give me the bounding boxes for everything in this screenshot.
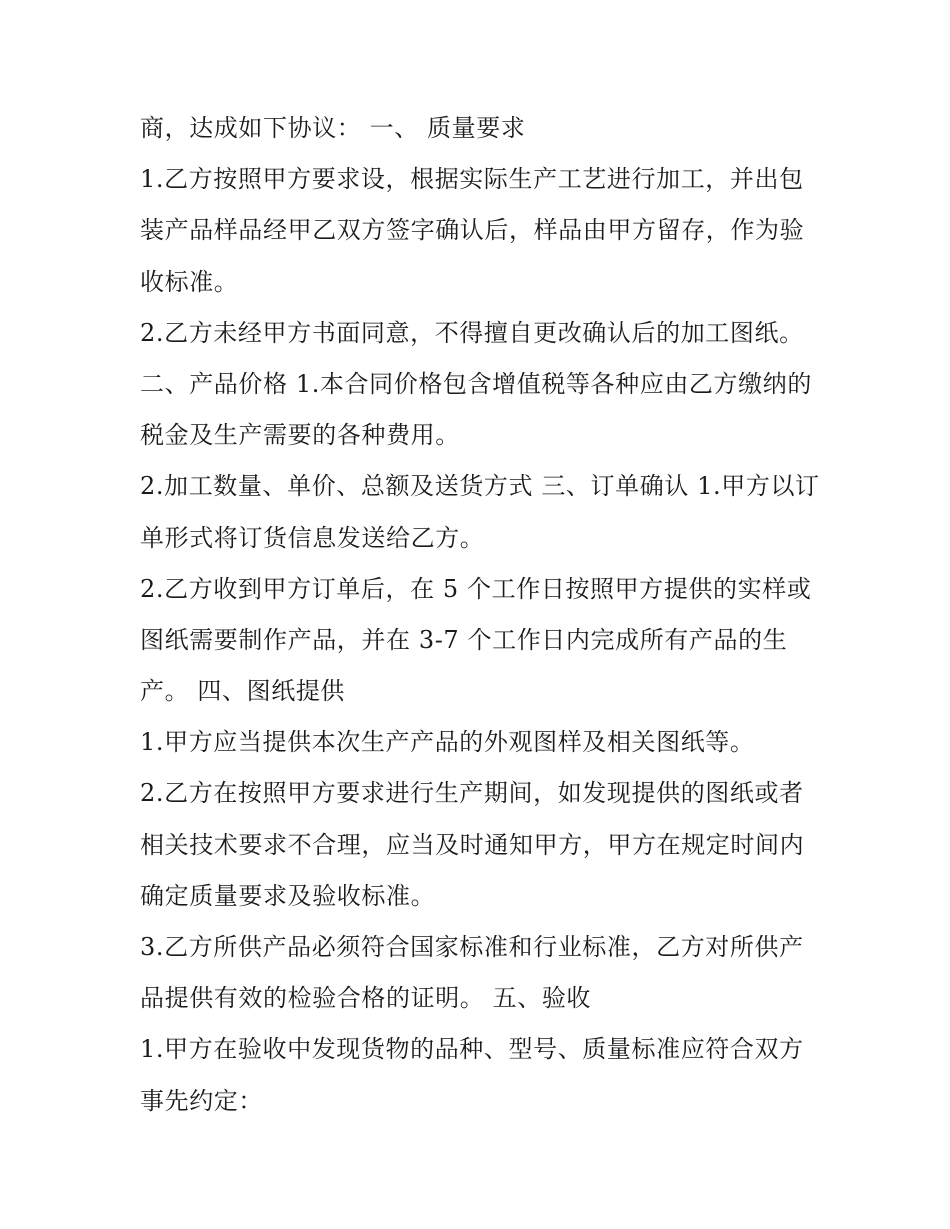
text-line: 税金及生产需要的各种费用。 — [140, 421, 460, 450]
text-line: 单形式将订货信息发送给乙方。 — [140, 523, 485, 552]
text-line: 装产品样品经甲乙双方签字确认后，样品由甲方留存，作为验 — [140, 216, 805, 245]
text-line: 确定质量要求及验收标准。 — [140, 881, 436, 910]
text-line: 收标准。 — [140, 267, 239, 296]
text-line: 2.乙方未经甲方书面同意，不得擅自更改确认后的加工图纸。 — [140, 318, 804, 347]
text-line: 2.乙方在按照甲方要求进行生产期间，如发现提供的图纸或者 — [140, 779, 804, 808]
text-line: 3.乙方所供产品必须符合国家标准和行业标准，乙方对所供产 — [140, 933, 804, 961]
text-line: 图纸需要制作产品，并在 3-7 个工作日内完成所有产品的生 — [140, 625, 788, 654]
contract-body-text — [140, 103, 830, 1127]
text-line: 商，达成如下协议： 一、 质量要求 — [140, 114, 526, 142]
text-line: 相关技术要求不合理，应当及时通知甲方，甲方在规定时间内 — [140, 830, 805, 859]
text-line: 品提供有效的检验合格的证明。 五、验收 — [140, 984, 592, 1013]
text-line: 1.甲方在验收中发现货物的品种、型号、质量标准应符合双方 — [140, 1035, 804, 1064]
text-line: 2.乙方收到甲方订单后，在 5 个工作日按照甲方提供的实样或 — [140, 574, 812, 603]
text-line: 二、产品价格 1.本合同价格包含增值税等各种应由乙方缴纳的 — [140, 369, 812, 398]
text-line: 2.加工数量、单价、总额及送货方式 三、订单确认 1.甲方以订 — [140, 472, 820, 501]
text-line: 产。 四、图纸提供 — [140, 677, 346, 706]
text-line: 事先约定： — [140, 1086, 263, 1115]
text-line: 1.乙方按照甲方要求设，根据实际生产工艺进行加工，并出包 — [140, 165, 804, 194]
text-line: 1.甲方应当提供本次生产产品的外观图样及相关图纸等。 — [140, 728, 755, 757]
